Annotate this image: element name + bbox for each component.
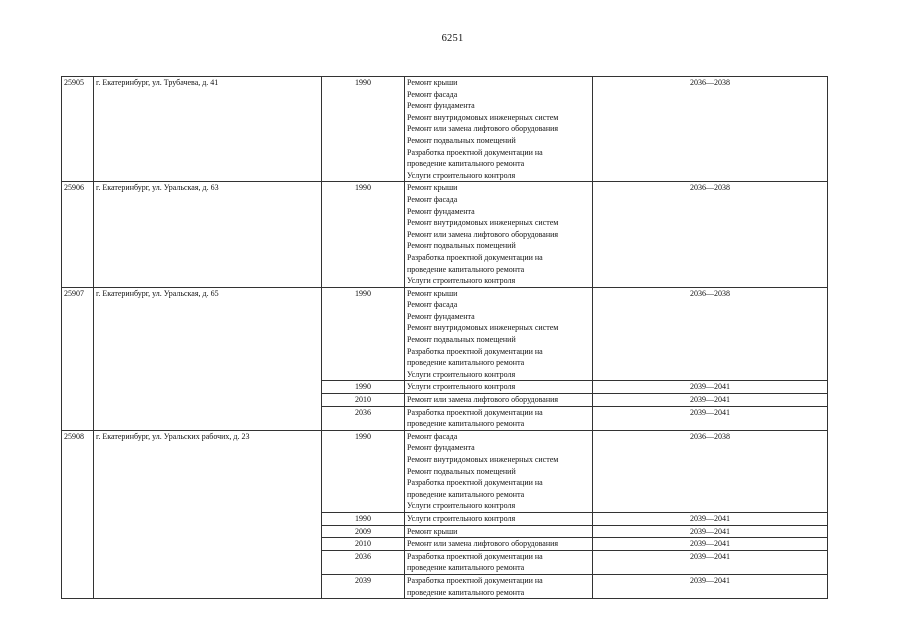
repair-period: 2036—2038 (593, 287, 828, 381)
repair-work-item: Ремонт или замена лифтового оборудования (407, 539, 559, 549)
page-number: 6251 (441, 33, 464, 44)
building-number: 25908 (62, 430, 94, 598)
repair-year: 2036 (322, 550, 405, 574)
repair-work-item: Разработка проектной документации на (407, 252, 543, 262)
repair-period: 2039—2041 (593, 525, 828, 538)
repair-year: 1990 (322, 381, 405, 394)
repair-work-item: Ремонт подвальных помещений (407, 135, 516, 145)
building-number: 25906 (62, 182, 94, 287)
repair-year: 2039 (322, 574, 405, 598)
repair-works-list (405, 77, 593, 182)
repair-work-item: Разработка проектной документации на (407, 346, 543, 356)
repair-work-item: Ремонт внутридомовых инженерных систем (407, 218, 559, 228)
repair-work-item: Ремонт фасада (407, 300, 458, 310)
repair-work-item: Ремонт фасада (407, 194, 458, 204)
repair-work-item: Ремонт или замена лифтового оборудования (407, 229, 559, 239)
repair-year: 2009 (322, 525, 405, 538)
repair-work-item: Ремонт крыши (407, 78, 458, 87)
table-row (62, 430, 828, 512)
repair-work-item: Ремонт фасада (407, 89, 458, 99)
repair-work-item: Услуги строительного контроля (407, 369, 516, 379)
repair-work-item: Разработка проектной документации на (407, 407, 543, 417)
repair-work-item: Разработка проектной документации на (407, 551, 543, 561)
repair-works-list (405, 394, 593, 407)
repair-works-list (405, 574, 593, 598)
repair-period: 2039—2041 (593, 394, 828, 407)
repair-work-item: Ремонт подвальных помещений (407, 466, 516, 476)
building-address: г. Екатеринбург, ул. Уральская, д. 65 (94, 287, 322, 430)
repair-works-list (405, 406, 593, 430)
table-row (62, 182, 828, 287)
repair-work-item: Услуги строительного контроля (407, 276, 516, 286)
repair-period: 2039—2041 (593, 574, 828, 598)
repair-works-list (405, 381, 593, 394)
repair-work-item: Ремонт или замена лифтового оборудования (407, 395, 559, 405)
repair-work-item: Услуги строительного контроля (407, 501, 516, 511)
capital-repair-table (61, 76, 828, 599)
repair-period: 2036—2038 (593, 77, 828, 182)
repair-work-item: Ремонт фундамента (407, 206, 475, 216)
building-address: г. Екатеринбург, ул. Трубачева, д. 41 (94, 77, 322, 182)
repair-period: 2036—2038 (593, 430, 828, 512)
repair-work-item: Ремонт крыши (407, 183, 458, 193)
repair-works-list (405, 182, 593, 287)
repair-work-item: Разработка проектной документации на (407, 575, 543, 585)
repair-year: 2010 (322, 538, 405, 551)
repair-work-item: проведение капитального ремонта (407, 264, 525, 274)
repair-work-item: Ремонт фундамента (407, 101, 475, 111)
repair-work-item: Ремонт подвальных помещений (407, 335, 516, 345)
repair-period: 2036—2038 (593, 182, 828, 287)
repair-work-item: Услуги строительного контроля (407, 513, 516, 523)
repair-work-item: Ремонт крыши (407, 526, 458, 536)
repair-work-item: Услуги строительного контроля (407, 382, 516, 392)
repair-work-item: проведение капитального ремонта (407, 587, 525, 597)
repair-works-list (405, 430, 593, 512)
repair-works-list (405, 538, 593, 551)
repair-work-item: Ремонт фасада (407, 431, 458, 441)
repair-work-item: проведение капитального ремонта (407, 358, 525, 368)
repair-work-item: Ремонт или замена лифтового оборудования (407, 124, 559, 134)
repair-year: 2036 (322, 406, 405, 430)
repair-period: 2039—2041 (593, 550, 828, 574)
table-row (62, 287, 828, 381)
table-body (62, 77, 828, 599)
repair-year: 1990 (322, 430, 405, 512)
repair-work-item: Разработка проектной документации на (407, 147, 543, 157)
building-address: г. Екатеринбург, ул. Уральских рабочих, д. 23 (94, 430, 322, 598)
repair-work-item: Разработка проектной документации на (407, 478, 543, 488)
repair-work-item: Ремонт фундамента (407, 443, 475, 453)
repair-period: 2039—2041 (593, 538, 828, 551)
repair-works-list (405, 525, 593, 538)
repair-work-item: проведение капитального ремонта (407, 489, 525, 499)
repair-year: 1990 (322, 512, 405, 525)
repair-work-item: Услуги строительного контроля (407, 170, 516, 180)
repair-year: 1990 (322, 182, 405, 287)
building-number: 25905 (62, 77, 94, 182)
repair-year: 1990 (322, 287, 405, 381)
building-address: г. Екатеринбург, ул. Уральская, д. 63 (94, 182, 322, 287)
repair-work-item: Ремонт внутридомовых инженерных систем (407, 455, 559, 464)
repair-works-list (405, 287, 593, 381)
repair-year: 1990 (322, 77, 405, 182)
repair-work-item: Ремонт внутридомовых инженерных систем (407, 323, 559, 333)
repair-work-item: Ремонт подвальных помещений (407, 241, 516, 251)
repair-work-item: Ремонт крыши (407, 288, 458, 298)
repair-period: 2039—2041 (593, 381, 828, 394)
repair-work-item: Ремонт фундамента (407, 311, 475, 321)
repair-work-item: проведение капитального ремонта (407, 563, 525, 573)
repair-period: 2039—2041 (593, 512, 828, 525)
repair-work-item: Ремонт внутридомовых инженерных систем (407, 112, 559, 122)
repair-work-item: проведение капитального ремонта (407, 419, 525, 429)
repair-works-list (405, 550, 593, 574)
table-row (62, 77, 828, 182)
repair-works-list (405, 512, 593, 525)
repair-work-item: проведение капитального ремонта (407, 159, 525, 169)
building-number: 25907 (62, 287, 94, 430)
repair-year: 2010 (322, 394, 405, 407)
repair-period: 2039—2041 (593, 406, 828, 430)
